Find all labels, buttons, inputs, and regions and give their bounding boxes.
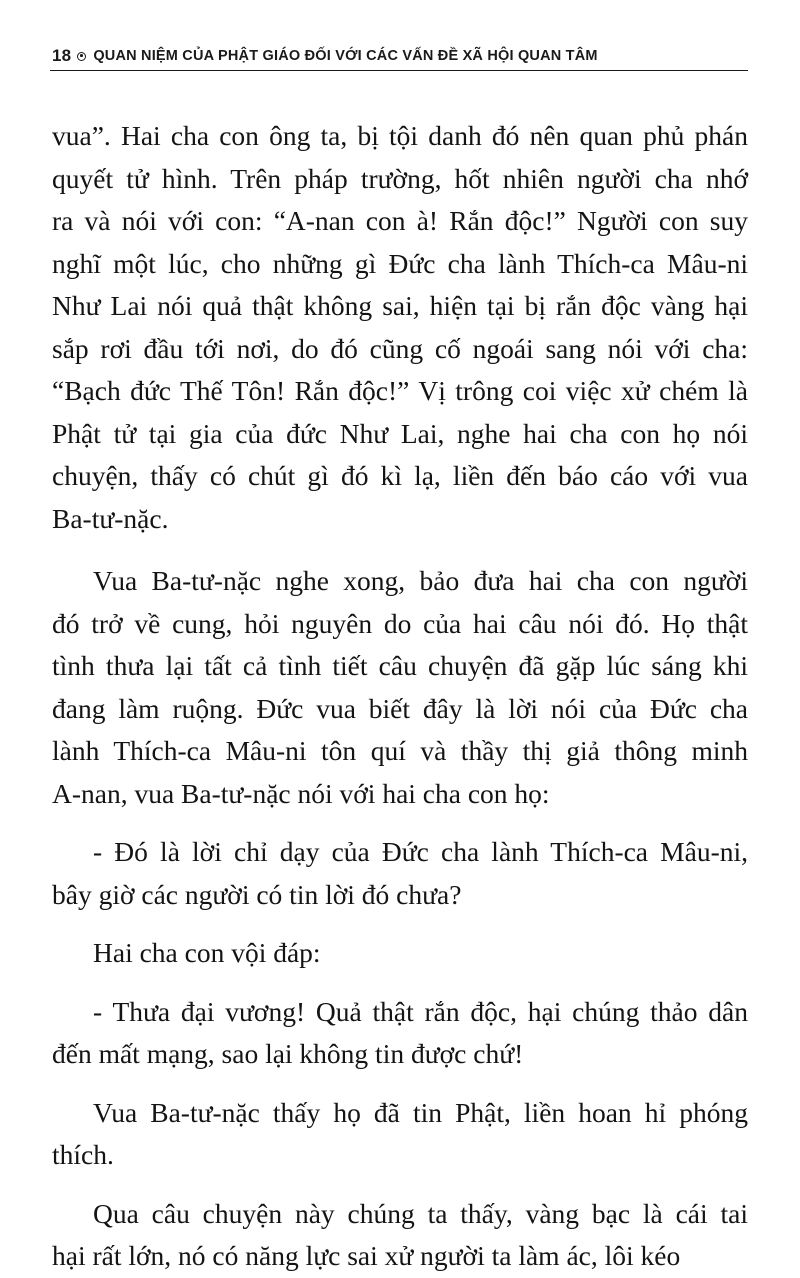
text-line: nghĩ một lúc, cho những gì Đức cha lành Thích-ca Mâu-ni xyxy=(52,247,748,279)
text-line: tình thưa lại tất cả tình tiết câu chuyện đã gặp lúc sáng khi xyxy=(52,650,748,681)
paragraph-gap xyxy=(52,1076,748,1092)
paragraph xyxy=(52,831,748,916)
text-line: - Thưa đại vương! Quả thật rắn độc, hại chúng thảo dân xyxy=(93,995,748,1027)
paragraph-gap xyxy=(52,916,748,932)
page-number: 18 xyxy=(52,46,72,65)
text-line: đến mất mạng, sao lại không tin được chứ! xyxy=(52,1038,524,1069)
text-line: vua”. Hai cha con ông ta, bị tội danh đó nên quan phủ phán xyxy=(52,120,748,151)
text-line: bây giờ các người có tin lời đó chưa? xyxy=(52,878,462,910)
text-line: chuyện, thấy có chút gì đó kì lạ, liền đến báo cáo với vua xyxy=(52,460,748,491)
paragraph-gap xyxy=(52,815,748,831)
paragraph xyxy=(52,991,748,1076)
text-line: Ba-tư-nặc. xyxy=(52,502,169,534)
ornament-bullet-icon xyxy=(77,52,86,61)
text-line: hại rất lớn, nó có năng lực sai xử người ta làm ác, lôi kéo xyxy=(52,1240,681,1271)
paragraph-gap xyxy=(52,975,748,991)
text-line: - Đó là lời chỉ dạy của Đức cha lành Thích-ca Mâu-ni, xyxy=(93,836,748,867)
text-line: đó trở về cung, hỏi nguyên do của hai câu nói đó. Họ thật xyxy=(52,607,748,639)
text-line: đang làm ruộng. Đức vua biết đây là lời nói của Đức cha xyxy=(52,692,748,724)
text-line: Qua câu chuyện này chúng ta thấy, vàng bạc là cái tai xyxy=(93,1197,748,1229)
text-line: Vua Ba-tư-nặc thấy họ đã tin Phật, liền hoan hỉ phóng xyxy=(93,1096,748,1128)
running-header xyxy=(52,44,746,68)
text-line: Hai cha con vội đáp: xyxy=(93,937,321,968)
text-line: Như Lai nói quả thật không sai, hiện tại bị rắn độc vàng hại xyxy=(52,290,748,321)
paragraph-gap xyxy=(52,1177,748,1193)
text-line: Vua Ba-tư-nặc nghe xong, bảo đưa hai cha con người xyxy=(93,565,748,596)
text-line: “Bạch đức Thế Tôn! Rắn độc!” Vị trông coi việc xử chém là xyxy=(52,375,748,406)
body-text xyxy=(52,115,748,1278)
text-line: quyết tử hình. Trên pháp trường, hốt nhiên người cha nhớ xyxy=(52,162,748,194)
text-line: thích. xyxy=(52,1139,114,1170)
text-line: Phật tử tại gia của đức Như Lai, nghe hai cha con họ nói xyxy=(52,417,748,449)
text-line: ra và nói với con: “A-nan con à! Rắn độc!” Người con suy xyxy=(52,205,748,236)
paragraph xyxy=(52,932,748,975)
text-line: sắp rơi đầu tới nơi, do đó cũng cố ngoái sang nói với cha: xyxy=(52,332,748,364)
running-title: QUAN NIỆM CỦA PHẬT GIÁO ĐỐI VỚI CÁC VẤN ĐỀ XÃ HỘI QUAN TÂM xyxy=(93,48,598,64)
text-line: lành Thích-ca Mâu-ni tôn quí và thầy thị giả thông minh xyxy=(52,735,748,766)
text-line: A-nan, vua Ba-tư-nặc nói với hai cha con họ: xyxy=(52,777,550,809)
header-rule xyxy=(50,70,748,71)
paragraph xyxy=(52,1193,748,1278)
paragraph xyxy=(52,560,748,815)
paragraph xyxy=(52,115,748,540)
paragraph-gap xyxy=(52,540,748,560)
paragraph xyxy=(52,1092,748,1177)
